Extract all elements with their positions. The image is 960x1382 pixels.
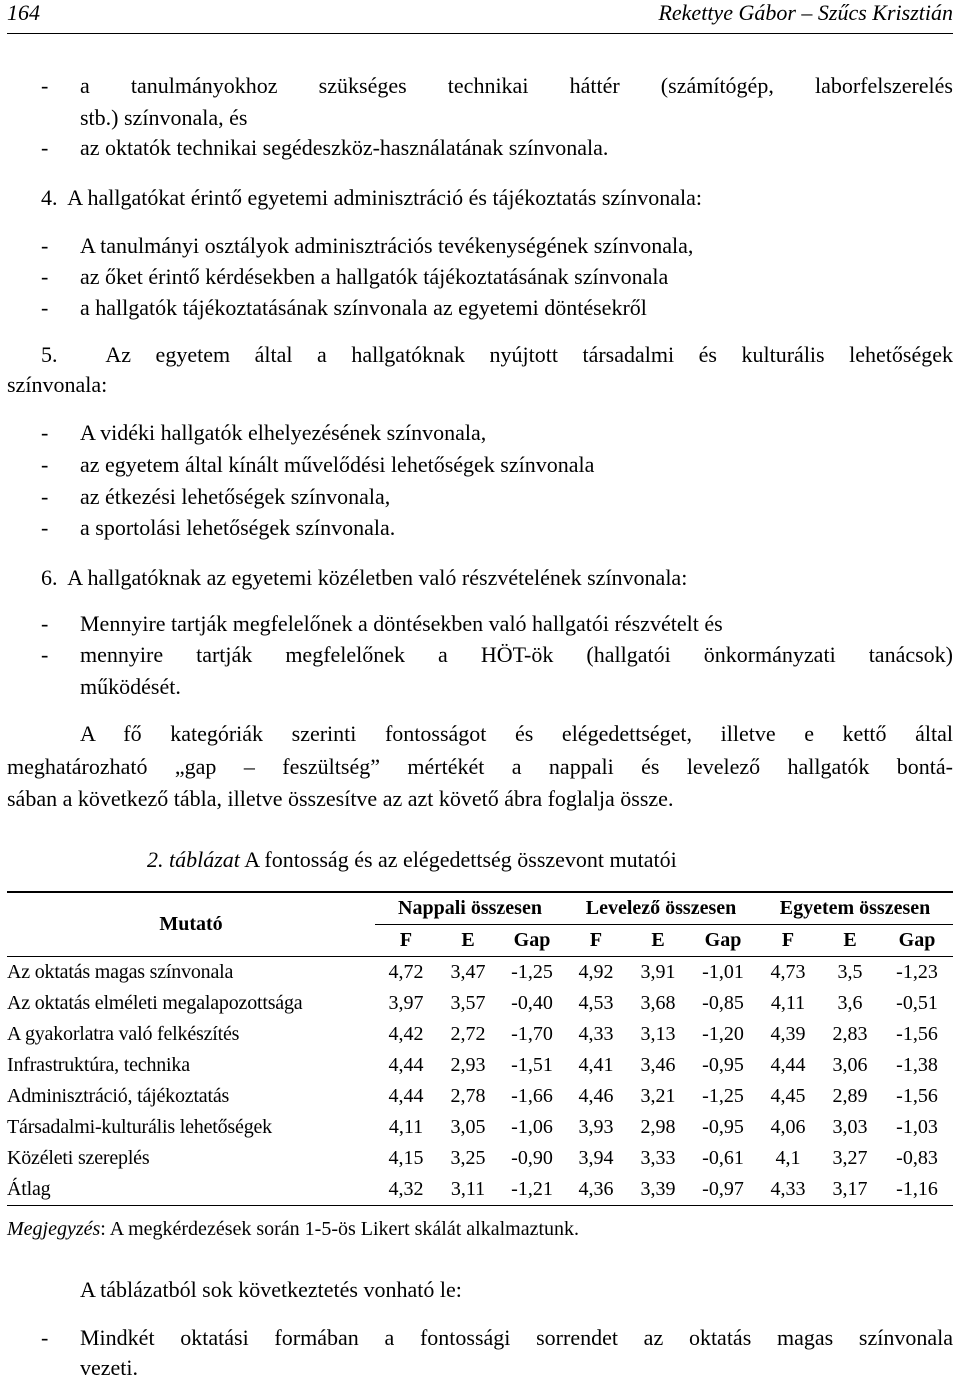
value-cell: 4,11 (388, 1116, 424, 1138)
subheader-cell: E (437, 925, 499, 957)
list-item: az őket érintő kérdésekben a hallgatók tájékoztatásának színvonala (80, 264, 669, 289)
row-label: Társadalmi-kulturális lehetőségek (7, 1116, 272, 1138)
section-heading-5: 5. Az egyetem által a hallgatóknak nyújtott társadalmi és kulturális lehetőségek (41, 342, 953, 367)
list-dash: - (41, 484, 49, 509)
value-cell: 3,94 (578, 1147, 614, 1169)
value-cell: -1,51 (511, 1054, 553, 1076)
list-dash: - (41, 295, 49, 320)
table-row (7, 1050, 953, 1081)
value-cell: 3,25 (450, 1147, 486, 1169)
list-item: az oktatók technikai segédeszköz-használatának színvonala. (80, 135, 609, 160)
value-cell: -1,16 (881, 1174, 953, 1206)
value-cell: -1,06 (511, 1116, 553, 1138)
value-cell: 4,41 (578, 1054, 614, 1076)
value-cell: -1,56 (896, 1085, 938, 1107)
list-dash: - (41, 1325, 49, 1350)
list-dash: - (41, 515, 49, 540)
value-cell: -1,38 (896, 1054, 938, 1076)
value-cell: 4,92 (578, 961, 614, 983)
value-cell: 4,45 (770, 1085, 806, 1107)
table-note-text: : A megkérdezések során 1-5-ös Likert skálát alkalmaztunk. (100, 1218, 580, 1240)
value-cell: 3,27 (832, 1147, 868, 1169)
table-caption-text: A fontosság és az elégedettség összevont mutatói (239, 847, 677, 872)
value-cell: 4,15 (388, 1147, 424, 1169)
table-note (7, 1215, 579, 1243)
row-label: Az oktatás magas színvonala (7, 961, 234, 983)
row-header-label: Mutató (7, 892, 375, 957)
value-cell: 3,05 (450, 1116, 486, 1138)
table-row (7, 957, 953, 989)
list-dash: - (41, 611, 49, 636)
list-item-continuation: stb.) színvonala, és (80, 105, 248, 130)
value-cell: 4,11 (770, 992, 806, 1014)
subheader-cell: Gap (499, 925, 565, 957)
value-cell: 3,5 (837, 961, 863, 983)
value-cell: 2,93 (450, 1054, 486, 1076)
value-cell: 4,44 (770, 1054, 806, 1076)
value-cell: 4,42 (388, 1023, 424, 1045)
value-cell: 4,73 (770, 961, 806, 983)
value-cell: 3,57 (450, 992, 486, 1014)
value-cell: 3,46 (640, 1054, 676, 1076)
value-cell: 4,44 (388, 1054, 424, 1076)
list-item-continuation: működését. (80, 674, 181, 699)
table-row (7, 1112, 953, 1143)
list-item: Mindkét oktatási formában a fontossági sorrendet az oktatás magas színvonala (80, 1325, 953, 1350)
group-header: Nappali összesen (375, 892, 565, 925)
list-item: A vidéki hallgatók elhelyezésének színvonala, (80, 420, 487, 445)
value-cell: 3,33 (640, 1147, 676, 1169)
value-cell: 3,97 (388, 992, 424, 1014)
list-dash: - (41, 452, 49, 477)
paragraph-line: A fő kategóriák szerinti fontosságot és elégedettséget, illetve e kettő által (80, 721, 953, 746)
table-row (7, 988, 953, 1019)
table-row (7, 1081, 953, 1112)
value-cell: 3,93 (578, 1116, 614, 1138)
running-header (7, 0, 953, 26)
table-caption-label: 2. táblázat (147, 847, 240, 872)
value-cell: -0,83 (896, 1147, 938, 1169)
list-dash: - (41, 135, 49, 160)
value-cell: 3,47 (450, 961, 486, 983)
value-cell: 4,33 (578, 1023, 614, 1045)
value-cell: 4,32 (375, 1174, 437, 1206)
value-cell: -1,56 (896, 1023, 938, 1045)
value-cell: 2,78 (450, 1085, 486, 1107)
value-cell: 4,36 (565, 1174, 627, 1206)
subheader-cell: F (757, 925, 819, 957)
value-cell: 3,39 (627, 1174, 689, 1206)
value-cell: 3,13 (640, 1023, 676, 1045)
value-cell: -1,01 (702, 961, 744, 983)
list-dash: - (41, 73, 49, 98)
row-label: Közéleti szereplés (7, 1147, 150, 1169)
value-cell: 4,44 (388, 1085, 424, 1107)
group-header: Egyetem összesen (757, 892, 953, 925)
value-cell: 4,46 (578, 1085, 614, 1107)
list-dash: - (41, 642, 49, 667)
subheader-cell: E (627, 925, 689, 957)
value-cell: -0,97 (689, 1174, 757, 1206)
table-note-label: Megjegyzés (7, 1218, 101, 1240)
list-item: az egyetem által kínált művelődési lehetőségek színvonala (80, 452, 595, 477)
value-cell: 2,83 (832, 1023, 868, 1045)
value-cell: -1,66 (511, 1085, 553, 1107)
subheader-cell: F (565, 925, 627, 957)
subheader-cell: Gap (881, 925, 953, 957)
list-item: mennyire tartják megfelelőnek a HÖT-ök (hallgatói önkormányzati tanácsok) (80, 642, 953, 667)
subheader-cell: Gap (689, 925, 757, 957)
table-body (7, 957, 953, 1206)
value-cell: -0,95 (702, 1116, 744, 1138)
conclusion-intro: A táblázatból sok következtetés vonható le: (80, 1277, 462, 1302)
value-cell: -1,25 (511, 961, 553, 983)
value-cell: -1,70 (511, 1023, 553, 1045)
row-label: Az oktatás elméleti megalapozottsága (7, 992, 303, 1014)
header-authors: Rekettye Gábor – Szűcs Krisztián (658, 0, 953, 25)
table-row (7, 1174, 953, 1206)
list-item: a tanulmányokhoz szükséges technikai háttér (számítógép, laborfelszerelés (80, 73, 953, 98)
section-heading-5-continuation: színvonala: (7, 372, 108, 397)
list-dash: - (41, 420, 49, 445)
value-cell: -1,23 (896, 961, 938, 983)
paragraph-line: sában a következő tábla, illetve összesítve az azt követő ábra foglalja össze. (7, 786, 674, 811)
value-cell: 2,98 (640, 1116, 676, 1138)
list-item: Mennyire tartják megfelelőnek a döntésekben való hallgatói részvételt és (80, 611, 723, 636)
page-number: 164 (7, 0, 40, 25)
value-cell: -0,61 (702, 1147, 744, 1169)
value-cell: 3,68 (640, 992, 676, 1014)
value-cell: -1,03 (896, 1116, 938, 1138)
value-cell: -0,95 (702, 1054, 744, 1076)
section-heading-6: 6. A hallgatóknak az egyetemi közéletben való részvételének színvonala: (41, 565, 688, 590)
group-header: Levelező összesen (565, 892, 757, 925)
value-cell: 4,06 (770, 1116, 806, 1138)
value-cell: -1,20 (702, 1023, 744, 1045)
list-item-continuation: vezeti. (80, 1355, 139, 1380)
value-cell: 4,1 (775, 1147, 801, 1169)
value-cell: -0,51 (896, 992, 938, 1014)
value-cell: -1,25 (702, 1085, 744, 1107)
paragraph-line: meghatározható „gap – feszültség” mértékét a nappali és levelező hallgatók bontá- (7, 754, 953, 779)
subheader-cell: F (375, 925, 437, 957)
value-cell: 3,21 (640, 1085, 676, 1107)
data-table (7, 891, 953, 1206)
list-item: A tanulmányi osztályok adminisztrációs tevékenységének színvonala, (80, 233, 694, 258)
list-item: a hallgatók tájékoztatásának színvonala az egyetemi döntésekről (80, 295, 647, 320)
list-item: a sportolási lehetőségek színvonala. (80, 515, 396, 540)
row-label: A gyakorlatra való felkészítés (7, 1023, 240, 1045)
value-cell: 4,33 (757, 1174, 819, 1206)
value-cell: 3,11 (437, 1174, 499, 1206)
value-cell: 4,39 (770, 1023, 806, 1045)
value-cell: -0,40 (511, 992, 553, 1014)
value-cell: 3,03 (832, 1116, 868, 1138)
list-dash: - (41, 233, 49, 258)
row-label: Infrastruktúra, technika (7, 1054, 190, 1076)
value-cell: 2,72 (450, 1023, 486, 1045)
list-dash: - (41, 264, 49, 289)
value-cell: 3,91 (640, 961, 676, 983)
subheader-cell: E (819, 925, 881, 957)
value-cell: -1,21 (499, 1174, 565, 1206)
header-divider (7, 33, 953, 34)
value-cell: 3,06 (832, 1054, 868, 1076)
table-caption (147, 846, 677, 874)
value-cell: -0,90 (511, 1147, 553, 1169)
value-cell: 2,89 (832, 1085, 868, 1107)
list-item: az étkezési lehetőségek színvonala, (80, 484, 391, 509)
value-cell: -0,85 (702, 992, 744, 1014)
row-label: Átlag (7, 1174, 375, 1206)
value-cell: 4,72 (388, 961, 424, 983)
section-heading-4: 4. A hallgatókat érintő egyetemi adminisztráció és tájékoztatás színvonala: (41, 185, 703, 210)
value-cell: 3,6 (837, 992, 863, 1014)
value-cell: 3,17 (819, 1174, 881, 1206)
row-label: Adminisztráció, tájékoztatás (7, 1085, 230, 1107)
table-row (7, 1143, 953, 1174)
value-cell: 4,53 (578, 992, 614, 1014)
table-row (7, 1019, 953, 1050)
